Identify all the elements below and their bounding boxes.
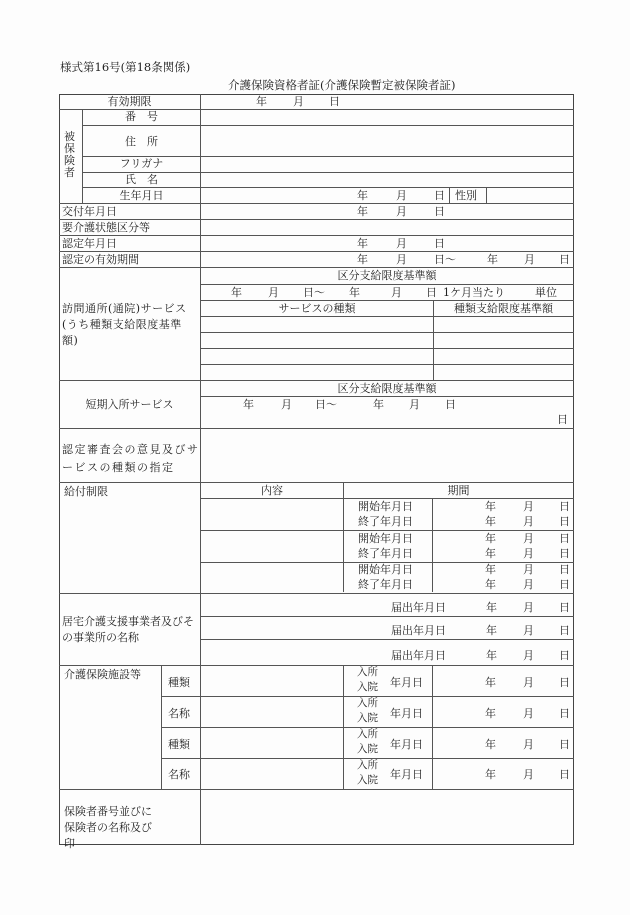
restriction-end-label-3: 終了年月日 (358, 578, 413, 591)
day-unit: 日 (559, 578, 570, 591)
facility-label: 介護保険施設等 (64, 668, 141, 681)
type-limit-field-1[interactable] (434, 317, 573, 332)
day-unit: 日 (559, 500, 570, 513)
validity-label: 有効期限 (107, 95, 152, 108)
visit-end-month: 月 (391, 286, 402, 299)
month-unit: 月 (523, 707, 534, 720)
cert-date-field[interactable] (201, 236, 573, 251)
cert-period-start-day: 日～ (434, 253, 456, 266)
day-unit: 日 (559, 563, 570, 576)
facility-date-label: 年月日 (390, 768, 423, 781)
facility-kind-label-2: 種類 (168, 738, 190, 751)
insured-number-field[interactable] (201, 110, 573, 125)
month-unit: 月 (523, 738, 534, 751)
year-unit: 年 (486, 624, 497, 637)
birthdate-day-unit: 日 (434, 189, 445, 202)
care-level-label: 要介護状態区分等 (62, 221, 150, 234)
type-limit-field-3[interactable] (434, 349, 573, 364)
day-unit: 日 (559, 515, 570, 528)
birthdate-year-unit: 年 (357, 189, 368, 202)
month-unit: 月 (523, 624, 534, 637)
cert-period-field[interactable] (201, 252, 573, 267)
type-limit-field-2[interactable] (434, 333, 573, 348)
type-limit-header: 種類支給限度基準額 (454, 302, 553, 315)
period-header: 期間 (447, 484, 470, 497)
year-unit: 年 (485, 500, 496, 513)
day-unit: 日 (559, 738, 570, 751)
year-unit: 年 (485, 768, 496, 781)
month-unit: 月 (523, 601, 534, 614)
day-unit: 日 (559, 624, 570, 637)
facility-kind-field-1[interactable] (201, 666, 343, 696)
cert-year-unit: 年 (357, 237, 368, 250)
form-number: 様式第16号(第18条関係) (60, 60, 191, 74)
sex-field[interactable] (487, 188, 573, 203)
validity-field[interactable] (201, 94, 573, 109)
restriction-start-label-2: 開始年月日 (358, 532, 413, 545)
year-unit: 年 (486, 649, 497, 662)
per-month-label: 1ケ月当たり (443, 286, 505, 299)
content-header: 内容 (261, 484, 283, 497)
cert-month-unit: 月 (396, 237, 407, 250)
admission-label: 入所 (357, 666, 378, 678)
issue-date-field[interactable] (201, 204, 573, 219)
insured-number-label: 番 号 (125, 110, 158, 123)
year-unit: 年 (485, 547, 496, 560)
cert-period-label: 認定の有効期間 (62, 253, 139, 266)
name-label: 氏 名 (125, 173, 158, 186)
furigana-field[interactable] (201, 157, 573, 172)
issue-month-unit: 月 (396, 205, 407, 218)
month-unit: 月 (523, 649, 534, 662)
facility-date-label: 年月日 (390, 676, 423, 689)
visit-start-year: 年 (231, 286, 242, 299)
restriction-end-label-1: 終了年月日 (358, 515, 413, 528)
facility-name-label-2: 名称 (168, 768, 190, 781)
restriction-content-field-1[interactable] (201, 499, 343, 529)
restriction-end-date-2[interactable] (433, 546, 573, 561)
facility-date-field-3[interactable] (433, 728, 573, 758)
hospitalization-label: 入院 (357, 743, 378, 755)
year-unit: 年 (485, 738, 496, 751)
cert-period-start-month: 月 (396, 253, 407, 266)
address-field[interactable] (201, 126, 573, 156)
notification-date-label: 届出年月日 (391, 624, 446, 637)
restriction-end-label-2: 終了年月日 (358, 547, 413, 560)
birthdate-field[interactable] (201, 188, 449, 203)
notification-date-label: 届出年月日 (391, 649, 446, 662)
month-unit: 月 (523, 768, 534, 781)
short-stay-label: 短期入所サービス (85, 398, 174, 411)
address-label: 住 所 (125, 135, 158, 148)
cert-date-label: 認定年月日 (62, 237, 117, 250)
short-stay-days-unit: 日 (557, 413, 568, 426)
hospitalization-label: 入院 (357, 681, 378, 693)
validity-day-unit: 日 (329, 95, 340, 108)
furigana-label: フリガナ (119, 157, 164, 170)
year-unit: 年 (485, 707, 496, 720)
visit-end-day: 日 (426, 286, 437, 299)
care-support-field-1[interactable] (201, 594, 573, 616)
cert-period-end-day: 日 (559, 253, 570, 266)
year-unit: 年 (485, 532, 496, 545)
year-unit: 年 (485, 578, 496, 591)
facility-kind-field-2[interactable] (201, 728, 343, 758)
month-unit: 月 (523, 500, 534, 513)
sex-label: 性別 (455, 189, 477, 202)
review-opinion-field[interactable] (201, 429, 573, 482)
month-unit: 月 (523, 515, 534, 528)
cert-period-end-month: 月 (524, 253, 535, 266)
day-unit: 日 (559, 768, 570, 781)
visit-limit-period-field[interactable] (201, 285, 573, 300)
facility-date-field-4[interactable] (433, 759, 573, 789)
facility-name-field-1[interactable] (201, 697, 343, 727)
care-support-field-2[interactable] (201, 617, 573, 639)
issue-date-label: 交付年月日 (62, 205, 117, 218)
day-unit: 日 (559, 649, 570, 662)
care-support-label: 居宅介護支援事業者及びその事業所の名称 (62, 615, 194, 644)
insurer-field[interactable] (201, 790, 573, 844)
short-start-year: 年 (243, 398, 254, 411)
visit-service-label: 訪問通所(通院)サービス(うち種類支給限度基準額) (62, 302, 187, 347)
restriction-content-field-3[interactable] (201, 563, 343, 592)
hospitalization-label: 入院 (357, 774, 378, 786)
service-type-field-4[interactable] (201, 365, 433, 380)
notification-date-label: 届出年月日 (391, 601, 446, 614)
service-type-field-3[interactable] (201, 349, 433, 364)
service-type-header: サービスの種類 (278, 302, 356, 315)
short-start-day: 日～ (315, 398, 337, 411)
restriction-content-field-2[interactable] (201, 531, 343, 561)
restriction-start-date-3[interactable] (433, 562, 573, 577)
short-end-day: 日 (445, 398, 456, 411)
year-unit: 年 (485, 515, 496, 528)
admission-label: 入所 (357, 728, 378, 740)
facility-date-field-1[interactable] (433, 666, 573, 696)
short-start-month: 月 (281, 398, 292, 411)
day-unit: 日 (559, 601, 570, 614)
page-title: 介護保険資格者証(介護保険暫定被保険者証) (228, 78, 456, 92)
issue-day-unit: 日 (434, 205, 445, 218)
restriction-end-date-3[interactable] (433, 577, 573, 592)
care-support-field-3[interactable] (201, 640, 573, 664)
month-unit: 月 (523, 547, 534, 560)
cert-period-start-year: 年 (357, 253, 368, 266)
unit-label: 単位 (535, 286, 557, 299)
validity-year-unit: 年 (256, 95, 267, 108)
restriction-start-label-1: 開始年月日 (358, 500, 413, 513)
facility-date-field-2[interactable] (433, 697, 573, 727)
facility-date-label: 年月日 (390, 738, 423, 751)
admission-label: 入所 (357, 697, 378, 709)
restriction-start-date-2[interactable] (433, 531, 573, 546)
service-type-field-2[interactable] (201, 333, 433, 348)
visit-limit-header: 区分支給限度基準額 (337, 269, 437, 282)
birthdate-month-unit: 月 (396, 189, 407, 202)
insured-group-label: 被保険者 (64, 130, 75, 179)
hospitalization-label: 入院 (357, 712, 378, 724)
review-opinion-label: 認定審査会の意見及びサービスの種類の指定 (62, 443, 200, 474)
benefit-restriction-label: 給付制限 (64, 485, 108, 498)
month-unit: 月 (523, 578, 534, 591)
day-unit: 日 (559, 707, 570, 720)
name-field[interactable] (201, 173, 573, 187)
visit-start-day: 日～ (303, 286, 325, 299)
admission-label: 入所 (357, 759, 378, 771)
short-end-year: 年 (373, 398, 384, 411)
month-unit: 月 (523, 532, 534, 545)
issue-year-unit: 年 (357, 205, 368, 218)
facility-date-label: 年月日 (390, 707, 423, 720)
facility-kind-label-1: 種類 (168, 676, 190, 689)
year-unit: 年 (486, 601, 497, 614)
facility-name-label-1: 名称 (168, 707, 190, 720)
month-unit: 月 (523, 676, 534, 689)
month-unit: 月 (523, 563, 534, 576)
facility-name-field-2[interactable] (201, 759, 343, 789)
type-limit-field-4[interactable] (434, 365, 573, 380)
restriction-end-date-1[interactable] (433, 514, 573, 529)
care-level-field[interactable] (201, 220, 573, 235)
visit-start-month: 月 (268, 286, 279, 299)
visit-end-year: 年 (349, 286, 360, 299)
short-stay-period-field[interactable] (201, 397, 573, 427)
service-type-field-1[interactable] (201, 317, 433, 332)
day-unit: 日 (559, 532, 570, 545)
day-unit: 日 (559, 547, 570, 560)
short-stay-limit-header: 区分支給限度基準額 (337, 382, 437, 395)
birthdate-label: 生年月日 (119, 189, 164, 202)
short-end-month: 月 (409, 398, 420, 411)
day-unit: 日 (559, 676, 570, 689)
insurer-label: 保険者番号並びに保険者の名称及び印 (64, 805, 152, 850)
restriction-start-date-1[interactable] (433, 499, 573, 514)
cert-day-unit: 日 (434, 237, 445, 250)
year-unit: 年 (485, 563, 496, 576)
validity-month-unit: 月 (293, 95, 304, 108)
year-unit: 年 (485, 676, 496, 689)
cert-period-end-year: 年 (487, 253, 498, 266)
restriction-start-label-3: 開始年月日 (358, 563, 413, 576)
